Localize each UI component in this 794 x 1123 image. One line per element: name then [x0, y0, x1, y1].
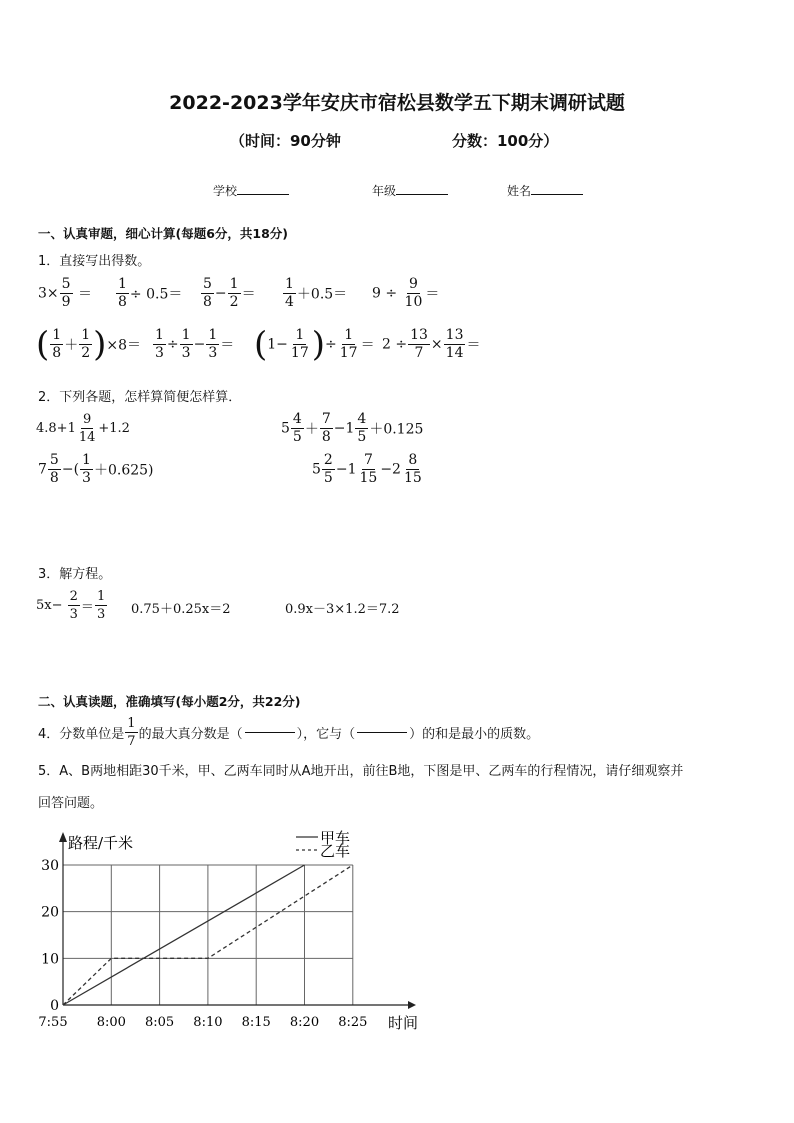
x-tick-label: 8:15: [241, 1015, 271, 1030]
question-5-cont: 回答问题。: [38, 796, 104, 811]
calc-2: $\frac{1}{8}$ ÷ 0.5＝: [118, 276, 183, 310]
question-3: 3．解方程。: [38, 567, 112, 582]
school-field: [213, 182, 289, 199]
simplify-1: 4.8+1 $\frac{9}{14}$ +1.2: [36, 412, 130, 445]
grade-field: [372, 182, 448, 199]
name-field: [507, 182, 583, 199]
x-tick-label: 8:10: [193, 1015, 223, 1030]
question-5: 5．A、B两地相距30千米，甲、乙两车同时从A地开出，前往B地，下图是甲、乙两车的行程情况，请仔细观察并: [38, 764, 684, 779]
y-axis-arrow-icon: [59, 832, 67, 842]
y-tick-label: 0: [50, 998, 59, 1014]
legend-label: 乙车: [320, 842, 351, 860]
exam-time: （时间：90分钟: [230, 132, 341, 150]
x-tick-label: 8:05: [144, 1015, 175, 1030]
x-tick-label: 8:25: [338, 1015, 368, 1030]
x-axis-label: 时间: [388, 1014, 419, 1032]
equation-3: 0.9x－3×1.2＝7.2: [285, 602, 400, 617]
calc-9: 2 ÷ $\frac{13}{7}$ × $\frac{13}{14}$ ＝: [382, 327, 481, 361]
q4-blank-1[interactable]: [245, 732, 295, 733]
exam-score: 分数：100分）: [452, 132, 559, 150]
question-4: 4．分数单位是 $\frac{1}{7}$ 的最大真分数是（ ），它与（ ）的和是最小的质数。: [38, 716, 540, 749]
calc-1: 3× $\frac{5}{9}$ ＝: [38, 276, 93, 310]
y-tick-label: 20: [41, 904, 59, 921]
y-tick-label: 10: [41, 951, 59, 968]
x-tick-label: 7:55: [38, 1015, 68, 1030]
question-1: 1．直接写出得数。: [38, 254, 151, 269]
calc-6: ( $\frac{1}{8}$ ＋ $\frac{1}{2}$ )×8＝: [36, 324, 142, 365]
series-line-甲车: [63, 865, 305, 1005]
simplify-1-tail: +1.2: [98, 421, 130, 436]
x-tick-label: 8:00: [96, 1015, 126, 1030]
section-2-title: 二、认真读题，准确填写(每小题2分，共22分): [38, 694, 301, 709]
simplify-3: 7 $\frac{5}{8}$ −( $\frac{1}{3}$ ＋0.625): [38, 452, 154, 486]
question-2: 2．下列各题，怎样算简便怎样算．: [38, 390, 242, 405]
y-axis-label: 路程/千米: [68, 834, 134, 852]
x-tick-label: 8:20: [289, 1015, 320, 1030]
calc-4: $\frac{1}{4}$ ＋0.5＝: [285, 276, 348, 310]
school-blank[interactable]: [237, 194, 289, 195]
simplify-2: 5 $\frac{4}{5}$ ＋ $\frac{7}{8}$ −1 $\frac{4}{5}$ ＋0.125: [281, 411, 424, 445]
legend-label: 甲车: [320, 829, 351, 847]
simplify-1-lead: 4.8+1: [36, 421, 76, 436]
grade-blank[interactable]: [396, 194, 448, 195]
calc-8: (1− $\frac{1}{17}$ )÷ $\frac{1}{17}$ ＝: [254, 324, 375, 365]
calc-7: $\frac{1}{3}$ ÷ $\frac{1}{3}$ − $\frac{1}{3}$ ＝: [155, 327, 235, 361]
section-1-title: 一、认真审题，细心计算(每题6分，共18分): [38, 226, 289, 241]
simplify-4: 5 $\frac{2}{5}$ −1 $\frac{7}{15}$ −2 $\frac{8}{15}$: [312, 452, 422, 486]
name-label: 姓名: [507, 184, 532, 198]
y-tick-label: 30: [41, 858, 59, 874]
travel-chart: [0, 820, 440, 1040]
grade-label: 年级: [372, 184, 397, 198]
name-blank[interactable]: [531, 194, 583, 195]
school-label: 学校: [213, 184, 238, 198]
x-axis-arrow-icon: [408, 1001, 416, 1009]
calc-3: $\frac{5}{8}$ − $\frac{1}{2}$ ＝: [203, 276, 256, 310]
q4-blank-2[interactable]: [357, 732, 407, 733]
equation-2: 0.75＋0.25x＝2: [131, 602, 231, 617]
page-title: 2022-2023学年安庆市宿松县数学五下期末调研试题: [169, 92, 625, 114]
calc-5: 9 ÷ $\frac{9}{10}$ ＝: [372, 276, 440, 310]
equation-1: 5x− $\frac{2}{3}$ ＝ $\frac{1}{3}$: [36, 589, 106, 622]
